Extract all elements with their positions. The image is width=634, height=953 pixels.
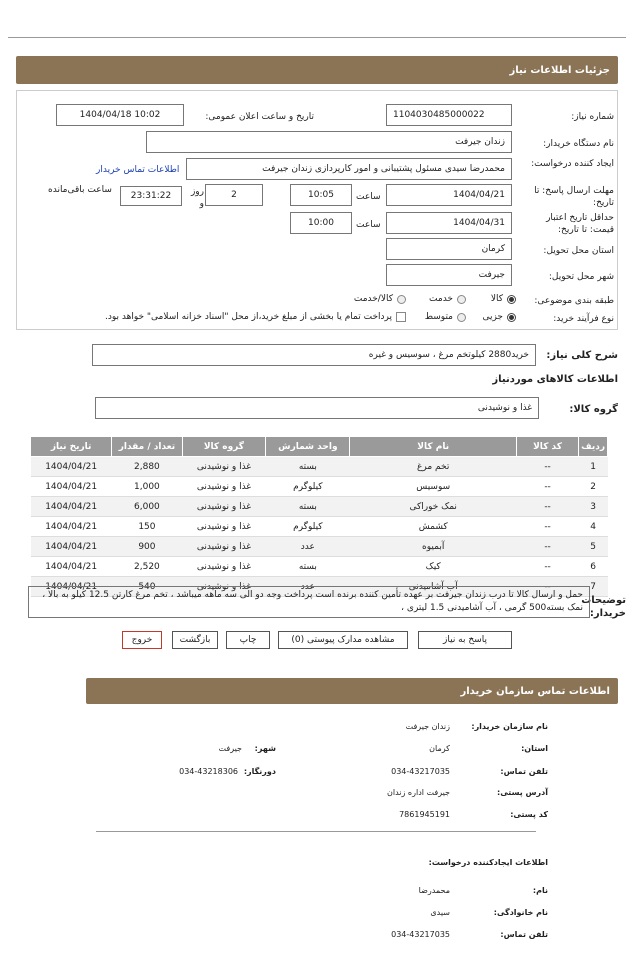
contact-info-link[interactable]: اطلاعات تماس خریدار	[96, 165, 180, 175]
category-option-goods[interactable]: کالا	[491, 294, 516, 304]
table-row	[31, 537, 608, 557]
table-cell: غذا و نوشیدنی	[182, 477, 266, 497]
summary-field: خرید2880 کیلوتخم مرغ ، سوسیس و غیره	[92, 344, 536, 366]
contact-postal-value: 7861945191	[399, 810, 450, 819]
creator-first-name-label: نام:	[532, 886, 548, 895]
back-button[interactable]: بازگشت	[172, 631, 218, 649]
category-option-both[interactable]: کالا/خدمت	[354, 294, 406, 304]
col-item-name: نام کالا	[350, 437, 517, 457]
table-cell: غذا و نوشیدنی	[182, 497, 266, 517]
table-cell: کیک	[350, 557, 517, 577]
contact-postal-label: کد پستی:	[510, 810, 548, 819]
table-cell: --	[516, 477, 578, 497]
table-cell: --	[516, 557, 578, 577]
table-cell: --	[516, 577, 578, 597]
treasury-payment-option[interactable]: پرداخت تمام یا بخشی از مبلغ خرید،از محل "اسناد خزانه اسلامی" خواهد بود.	[105, 312, 406, 322]
table-cell: 1404/04/21	[31, 457, 112, 477]
page-header	[16, 56, 618, 84]
table-cell: 1404/04/21	[31, 517, 112, 537]
price-time-field: 10:00	[290, 212, 352, 234]
category-label: طبقه بندی موضوعی:	[534, 296, 614, 306]
announce-label: تاریخ و ساعت اعلان عمومی:	[205, 112, 314, 122]
table-cell: --	[516, 457, 578, 477]
radio-selected-icon[interactable]	[507, 295, 516, 304]
creator-field: محمدرضا سیدی مسئول پشتیبانی و امور کارپردازی زندان جیرفت	[186, 158, 512, 180]
table-cell: --	[516, 537, 578, 557]
table-cell: --	[516, 497, 578, 517]
table-cell: 1404/04/21	[31, 557, 112, 577]
checkbox-icon[interactable]	[396, 312, 406, 322]
city-label: شهر محل تحویل:	[548, 272, 614, 282]
contact-phone-label: تلفن تماس:	[500, 767, 548, 776]
city-field: جیرفت	[386, 264, 512, 286]
reply-deadline-label: مهلت ارسال پاسخ: تا تاریخ:	[534, 186, 614, 208]
table-row	[31, 457, 608, 477]
table-cell: بسته	[266, 457, 350, 477]
goods-group-label: گروه کالا:	[569, 404, 618, 415]
table-cell: کیلوگرم	[266, 517, 350, 537]
summary-label: شرح کلی نیاز:	[546, 350, 618, 361]
table-header-row	[31, 437, 608, 457]
contact-phone-value: 034-43217035	[391, 767, 450, 776]
reply-to-need-button[interactable]: پاسخ به نیاز	[418, 631, 512, 649]
buyer-org-label: نام دستگاه خریدار:	[543, 139, 614, 149]
table-cell: 4	[579, 517, 608, 537]
province-label: استان محل تحویل:	[543, 246, 614, 256]
table-row	[31, 497, 608, 517]
table-cell: کشمش	[350, 517, 517, 537]
contact-city-value: جیرفت	[218, 744, 242, 753]
goods-heading: اطلاعات کالاهای موردنیاز	[492, 374, 618, 385]
radio-icon[interactable]	[457, 295, 466, 304]
table-cell: عدد	[266, 577, 350, 597]
contact-fax-label: دورنگار:	[243, 767, 276, 776]
reply-time-label: ساعت	[356, 192, 381, 202]
creator-last-name-label: نام خانوادگی:	[493, 908, 548, 917]
contact-address-label: آدرس پستی:	[497, 788, 548, 797]
table-cell: آب آشامیدنی	[350, 577, 517, 597]
col-item-code: کد کالا	[516, 437, 578, 457]
table-row	[31, 557, 608, 577]
days-field: 2	[205, 184, 263, 206]
table-cell: 1404/04/21	[31, 537, 112, 557]
table-cell: عدد	[266, 537, 350, 557]
exit-button[interactable]: خروج	[122, 631, 162, 649]
table-cell: بسته	[266, 557, 350, 577]
table-cell: غذا و نوشیدنی	[182, 517, 266, 537]
process-option-minor[interactable]: جزیی	[482, 312, 516, 322]
province-field: کرمان	[386, 238, 512, 260]
reply-date-field: 1404/04/21	[386, 184, 512, 206]
announce-field: 1404/04/18 10:02	[56, 104, 184, 126]
table-cell: غذا و نوشیدنی	[182, 577, 266, 597]
goods-group-field: غذا و نوشیدنی	[95, 397, 539, 419]
col-unit: واحد شمارش	[266, 437, 350, 457]
process-option-medium[interactable]: متوسط	[425, 312, 466, 322]
table-cell: 150	[112, 517, 182, 537]
contact-header	[86, 678, 618, 704]
buyer-org-field: زندان جیرفت	[146, 131, 512, 153]
buyer-notes-field: حمل و ارسال کالا تا درب زندان جیرفت بر عهده تأمین کننده برنده است پرداخت وجه دو الی سه ماهه میباشد ، تخم مرغ کارتن 12.5 کیلو به بالا ، نمک بسته500 گرمی ، آب آشامیدنی 1.5 لیتری ،	[28, 586, 590, 618]
price-date-field: 1404/04/31	[386, 212, 512, 234]
table-cell: 540	[112, 577, 182, 597]
table-cell: 2,520	[112, 557, 182, 577]
table-cell: 7	[579, 577, 608, 597]
contact-city-label: شهر:	[254, 744, 276, 753]
buyer-notes-label: توضیحات خریدار:	[581, 595, 626, 619]
col-quantity: تعداد / مقدار	[112, 437, 182, 457]
table-cell: 1404/04/21	[31, 577, 112, 597]
table-cell: غذا و نوشیدنی	[182, 537, 266, 557]
details-panel	[16, 90, 618, 330]
top-divider	[8, 37, 626, 38]
contact-province-value: کرمان	[429, 744, 450, 753]
category-option-service[interactable]: خدمت	[429, 294, 466, 304]
price-time-label: ساعت	[356, 220, 381, 230]
table-cell: بسته	[266, 497, 350, 517]
table-cell: تخم مرغ	[350, 457, 517, 477]
contact-org-value: زندان جیرفت	[405, 722, 450, 731]
items-table-body	[31, 457, 608, 597]
table-cell: 2,880	[112, 457, 182, 477]
table-row	[31, 517, 608, 537]
print-button[interactable]: چاپ	[226, 631, 270, 649]
table-row	[31, 477, 608, 497]
table-cell: غذا و نوشیدنی	[182, 557, 266, 577]
col-group: گروه کالا	[182, 437, 266, 457]
table-cell: آبمیوه	[350, 537, 517, 557]
col-row-number: ردیف	[579, 437, 608, 457]
process-label: نوع فرآیند خرید:	[553, 314, 614, 324]
days-label: روز و	[190, 187, 204, 209]
table-cell: 5	[579, 537, 608, 557]
creator-info-heading: اطلاعات ایجادکننده درخواست:	[428, 858, 548, 867]
creator-label: ایجاد کننده درخواست:	[531, 159, 614, 169]
table-cell: 900	[112, 537, 182, 557]
need-number-field: 1104030485000022	[386, 104, 512, 126]
contact-address-value: جیرفت اداره زندان	[387, 788, 450, 797]
price-validity-label: حداقل تاریخ اعتبار قیمت: تا تاریخ:	[546, 213, 614, 235]
reply-time-field: 10:05	[290, 184, 352, 206]
radio-icon[interactable]	[457, 313, 466, 322]
remaining-time-field: 23:31:22	[120, 186, 182, 206]
remaining-time-label: ساعت باقی‌مانده	[48, 185, 112, 195]
creator-phone-label: تلفن تماس:	[500, 930, 548, 939]
view-attachments-button[interactable]: مشاهده مدارک پیوستی (0)	[278, 631, 408, 649]
table-cell: نمک خوراکی	[350, 497, 517, 517]
table-cell: غذا و نوشیدنی	[182, 457, 266, 477]
page-title: جزئیات اطلاعات نیاز	[509, 64, 610, 76]
table-cell: کیلوگرم	[266, 477, 350, 497]
table-cell: سوسیس	[350, 477, 517, 497]
table-cell: 1404/04/21	[31, 477, 112, 497]
table-cell: 1,000	[112, 477, 182, 497]
contact-fax-value: 034-43218306	[179, 767, 238, 776]
table-cell: 6	[579, 557, 608, 577]
items-table	[30, 436, 608, 597]
col-need-date: تاریخ نیاز	[31, 437, 112, 457]
contact-title: اطلاعات تماس سازمان خریدار	[460, 685, 610, 697]
table-cell: --	[516, 517, 578, 537]
creator-last-name-value: سیدی	[430, 908, 450, 917]
creator-phone-value: 034-43217035	[391, 930, 450, 939]
contact-org-label: نام سازمان خریدار:	[471, 722, 548, 731]
table-cell: 1404/04/21	[31, 497, 112, 517]
table-cell: 3	[579, 497, 608, 517]
table-cell: 2	[579, 477, 608, 497]
radio-icon[interactable]	[397, 295, 406, 304]
radio-selected-icon[interactable]	[507, 313, 516, 322]
contact-divider	[96, 831, 536, 832]
creator-first-name-value: محمدرضا	[418, 886, 450, 895]
contact-province-label: استان:	[521, 744, 548, 753]
table-cell: 6,000	[112, 497, 182, 517]
items-table-wrapper	[30, 436, 608, 597]
need-number-label: شماره نیاز:	[571, 112, 614, 122]
table-cell: 1	[579, 457, 608, 477]
